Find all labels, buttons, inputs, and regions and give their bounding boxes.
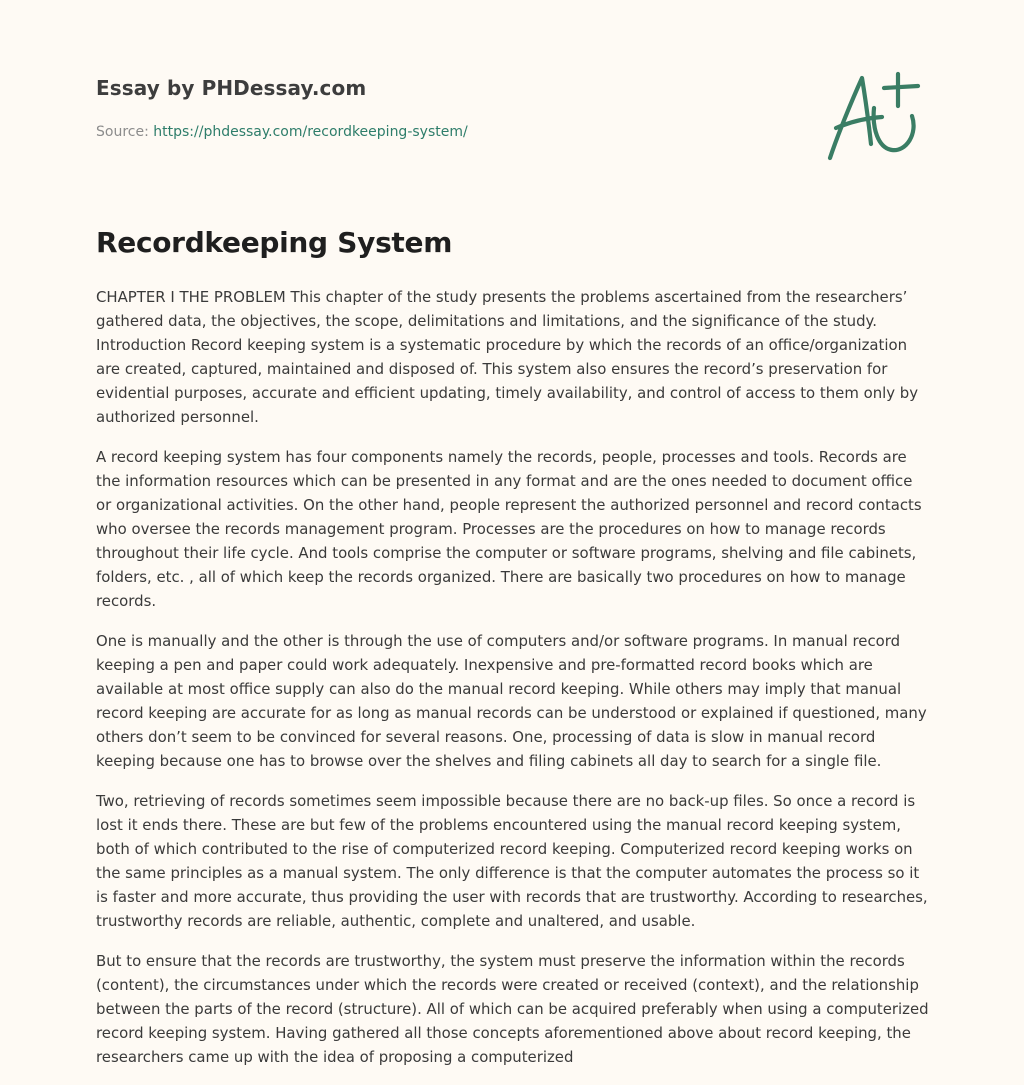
paragraph: But to ensure that the records are trustworthy, the system must preserve the information within the records (content), the circumstances under which the records were created or received (context), and the relationship between the parts of the record (structure). All of which can be acquired preferably when using a computerized record keeping system. Having gathered all those concepts aforementioned above about record keeping, the researchers came up with the idea of proposing a computerized [96,952,929,1066]
paragraph: One is manually and the other is through the use of computers and/or software programs. In manual record keeping a pen and paper could work adequately. Inexpensive and pre-formatted record books which are available at most office supply can also do the manual record keeping. While others may imply that manual record keeping are accurate for as long as manual records can be understood or explained if questioned, many others don’t seem to be convinced for several reasons. One, processing of data is slow in manual record keeping because one has to browse over the shelves and filing cabinets all day to search for a single file. [96,632,927,770]
essay-body [96,285,932,1085]
source-line [96,124,468,140]
paragraph: CHAPTER I THE PROBLEM This chapter of the study presents the problems ascertained from the researchers’ gathered data, the objectives, the scope, delimitations and limitations, and the significance of the study. Introduction Record keeping system is a systematic procedure by which the records of an office/organization are created, captured, maintained and disposed of. This system also ensures the record’s preservation for evidential purposes, accurate and efficient updating, timely availability, and control of access to them only by authorized personnel. [96,288,919,426]
site-brand: Essay by PHDessay.com [96,76,367,100]
paragraph: Two, retrieving of records sometimes seem impossible because there are no back-up files. So once a record is lost it ends there. These are but few of the problems encountered using the manual record keeping system, both of which contributed to the rise of computerized record keeping. Computerized record keeping works on the same principles as a manual system. The only difference is that the computer automates the process so it is faster and more accurate, thus providing the user with records that are trustworthy. According to researches, trustworthy records are reliable, authentic, complete and unaltered, and usable. [96,792,928,930]
paragraph: A record keeping system has four components namely the records, people, processes and tools. Records are the information resources which can be presented in any format and are the ones needed to document office or organizational activities. On the other hand, people represent the authorized personnel and record contacts who oversee the records management program. Processes are the procedures on how to manage records throughout their life cycle. And tools comprise the computer or software programs, shelving and file cabinets, folders, etc. , all of which keep the records organized. There are basically two procedures on how to manage records. [96,448,922,610]
source-label: Source: [96,124,149,140]
a-plus-logo-icon [822,68,928,164]
essay-title: Recordkeeping System [96,226,453,259]
source-link[interactable]: https://phdessay.com/recordkeeping-system/ [153,124,468,140]
